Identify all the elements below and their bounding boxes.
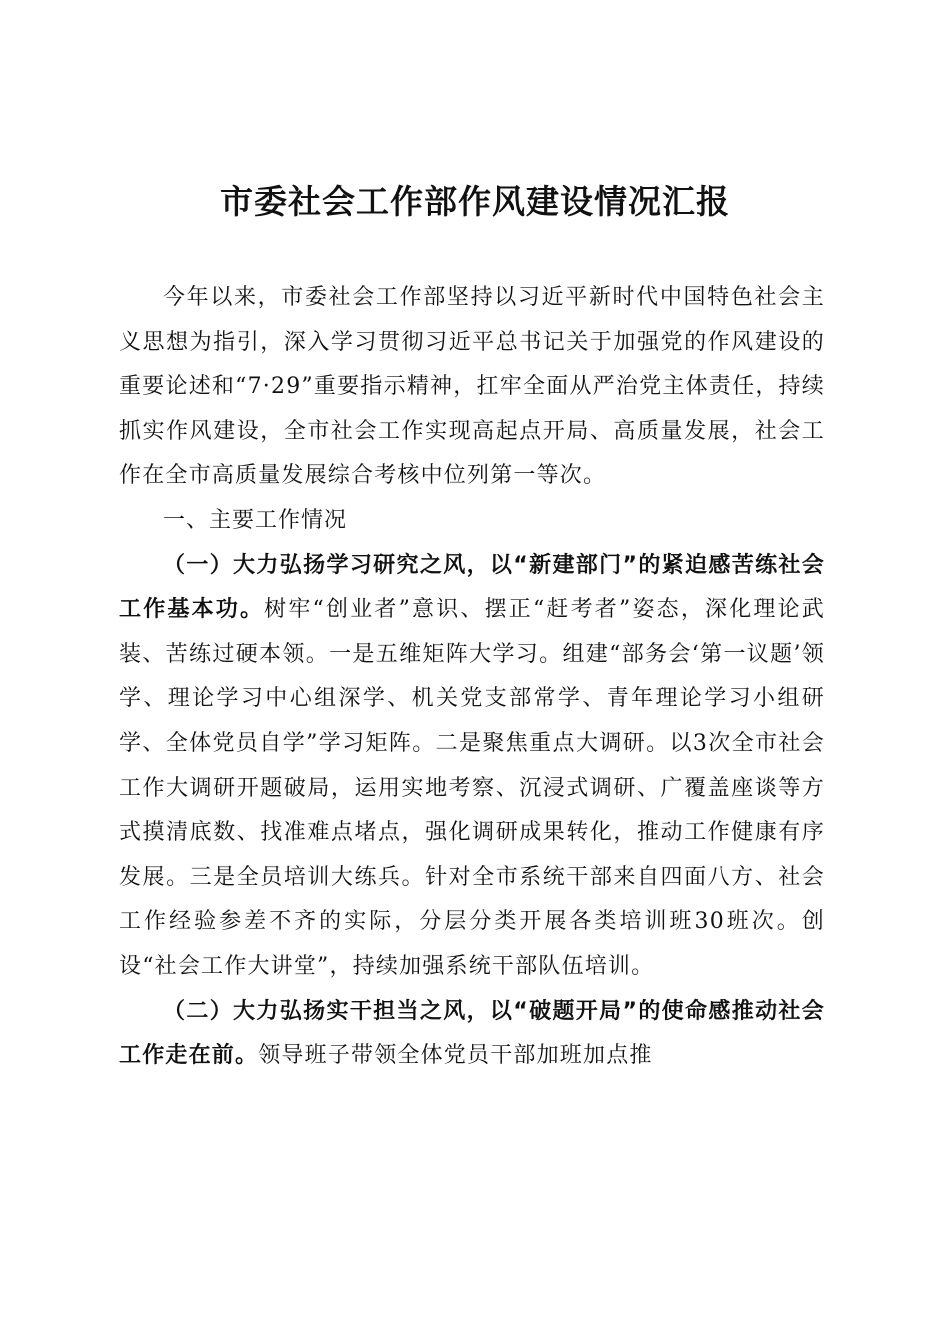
document-body (119, 276, 825, 1079)
section-heading-main-work: 一、主要工作情况 (163, 507, 348, 533)
item-2-title: （二）大力弘扬实干担当之风，以“破题开局”的使命感推动社会工作走在前。 (119, 998, 825, 1069)
item-1-paragraph (119, 544, 825, 990)
item-2-body: 领导班子带领全体党员干部加班加点推 (258, 1043, 653, 1069)
item-2-paragraph (119, 990, 825, 1079)
intro-paragraph: 今年以来，市委社会工作部坚持以习近平新时代中国特色社会主义思想为指引，深入学习贯彻习近平总书记关于加强党的作风建设的重要论述和“7·29”重要指示精神，扛牢全面从严治党主体责任，持续抓实作风建设，全市社会工作实现高起点开局、高质量发展，社会工作在全市高质量发展综合考核中位列第一等次。 (119, 285, 825, 489)
document-title: 市委社会工作部作风建设情况汇报 (220, 182, 730, 221)
item-1-body: 树牢“创业者”意识、摆正“赶考者”姿态，深化理论武装、苦练过硬本领。一是五维矩阵大学习。组建“部务会‘第一议题’领学、理论学习中心组深学、机关党支部常学、青年理论学习小组研学、全体党员自学”学习矩阵。二是聚焦重点大调研。以3次全市社会工作大调研开题破局，运用实地考察、沉浸式调研、广覆盖座谈等方式摸清底数、找准难点堵点，强化调研成果转化，推动工作健康有序发展。三是全员培训大练兵。针对全市系统干部来自四面八方、社会工作经验参差不齐的实际，分层分类开展各类培训班30班次。创设“社会工作大讲堂”，持续加强系统干部队伍培训。 (119, 597, 825, 979)
item-1-title: （一）大力弘扬学习研究之风，以“新建部门”的紧迫感苦练社会工作基本功。 (119, 552, 825, 623)
